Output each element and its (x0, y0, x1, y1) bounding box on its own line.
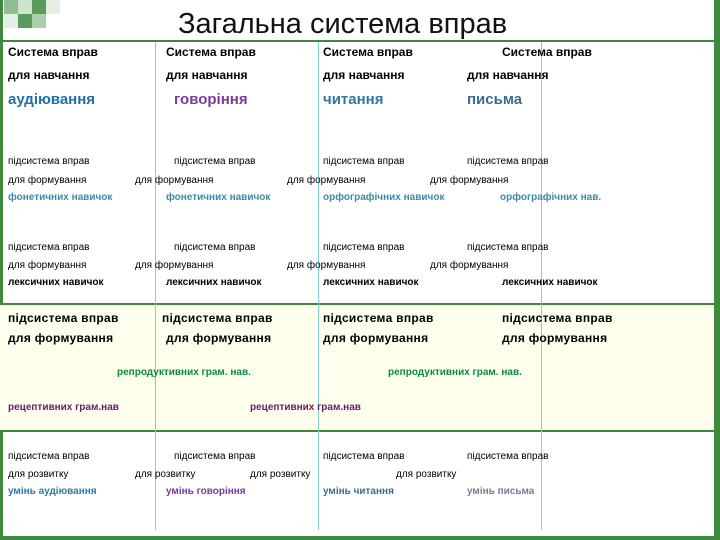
decor-square-icon (4, 0, 18, 14)
header-line1: Система вправ (166, 45, 256, 59)
subsystem-label: підсистема вправ (323, 156, 405, 167)
purpose-label: для формування (323, 331, 429, 345)
section-divider-1 (0, 303, 714, 305)
subsystem-label: підсистема вправ (323, 311, 434, 325)
header-line1: Система вправ (8, 45, 98, 59)
skill-heading: читання (323, 91, 384, 108)
purpose-label: для формування (8, 175, 87, 186)
header-line2: для навчання (467, 68, 549, 82)
subsystem-label: підсистема вправ (8, 156, 90, 167)
skill-label: фонетичних навичок (8, 192, 113, 203)
receptive-label: рецептивних грам.нав (250, 402, 361, 413)
subsystem-label: підсистема вправ (8, 451, 90, 462)
reproductive-label: репродуктивних грам. нав. (117, 367, 251, 378)
purpose-label: для формування (287, 260, 366, 271)
column-divider-2 (318, 42, 319, 530)
purpose-label: для розвитку (135, 469, 196, 480)
subsystem-label: підсистема вправ (502, 311, 613, 325)
purpose-label: для розвитку (250, 469, 311, 480)
decor-square-icon (32, 0, 46, 14)
subsystem-label: підсистема вправ (8, 311, 119, 325)
header-line2: для навчання (166, 68, 248, 82)
skill-label: лексичних навичок (502, 277, 598, 288)
subsystem-label: підсистема вправ (467, 451, 549, 462)
header-line2: для навчання (323, 68, 405, 82)
purpose-label: для формування (430, 175, 509, 186)
skill-label: орфографічних навичок (323, 192, 445, 203)
skill-label: умінь письма (467, 486, 535, 497)
skill-label: фонетичних навичок (166, 192, 271, 203)
bottom-frame-border (0, 536, 720, 540)
skill-label: умінь говоріння (166, 486, 246, 497)
skill-label: орфографічних нав. (500, 192, 602, 203)
purpose-label: для формування (135, 260, 214, 271)
purpose-label: для формування (287, 175, 366, 186)
purpose-label: для формування (430, 260, 509, 271)
subsystem-label: підсистема вправ (174, 451, 256, 462)
subsystem-label: підсистема вправ (162, 311, 273, 325)
receptive-label: рецептивних грам.нав (8, 402, 119, 413)
purpose-label: для формування (135, 175, 214, 186)
page-title: Загальна система вправ (178, 8, 508, 40)
purpose-label: для формування (166, 331, 272, 345)
decor-square-icon (32, 14, 46, 28)
subsystem-label: підсистема вправ (467, 242, 549, 253)
skill-heading: аудіювання (8, 91, 96, 108)
subsystem-label: підсистема вправ (174, 156, 256, 167)
subsystem-label: підсистема вправ (467, 156, 549, 167)
subsystem-label: підсистема вправ (323, 451, 405, 462)
skill-heading: письма (467, 91, 523, 108)
decor-square-icon (4, 14, 18, 28)
right-frame-border (714, 0, 720, 540)
decor-square-icon (18, 0, 32, 14)
skill-label: умінь аудіювання (8, 486, 97, 497)
decor-square-icon (46, 0, 60, 14)
reproductive-label: репродуктивних грам. нав. (388, 367, 522, 378)
purpose-label: для розвитку (396, 469, 457, 480)
decor-square-icon (18, 14, 32, 28)
skill-label: умінь читання (323, 486, 394, 497)
header-line1: Система вправ (323, 45, 413, 59)
subsystem-label: підсистема вправ (8, 242, 90, 253)
left-frame-border (0, 0, 3, 540)
purpose-label: для розвитку (8, 469, 69, 480)
header-line2: для навчання (8, 68, 90, 82)
subsystem-label: підсистема вправ (174, 242, 256, 253)
subsystem-label: підсистема вправ (323, 242, 405, 253)
skill-label: лексичних навичок (323, 277, 419, 288)
purpose-label: для формування (502, 331, 608, 345)
purpose-label: для формування (8, 260, 87, 271)
column-divider-1 (155, 42, 156, 530)
header-line1: Система вправ (502, 45, 592, 59)
skill-label: лексичних навичок (8, 277, 104, 288)
section-divider-2 (0, 430, 714, 432)
skill-heading: говоріння (174, 91, 248, 108)
skill-label: лексичних навичок (166, 277, 262, 288)
purpose-label: для формування (8, 331, 114, 345)
